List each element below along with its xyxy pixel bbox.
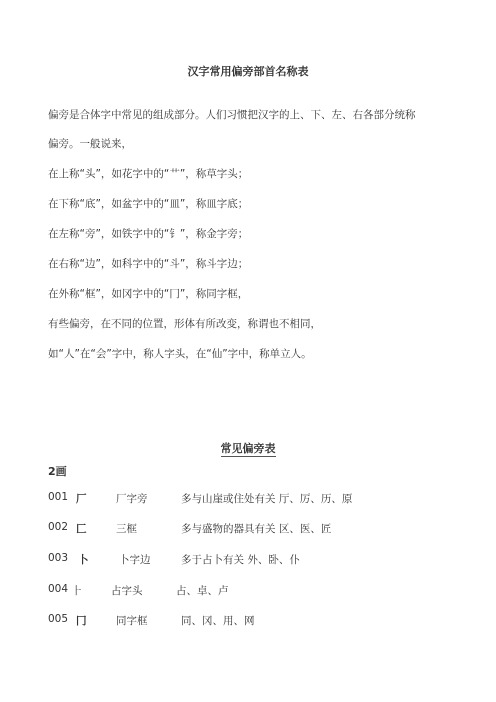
radical-glyph: 卜 (78, 554, 89, 566)
radical-description: 多与盛物的器具有关 区、医、匠 (181, 523, 332, 535)
radical-glyph: 匚 (76, 523, 87, 535)
radical-name: 三框 (116, 523, 137, 535)
radical-name: 厂字旁 (116, 493, 148, 505)
radical-name: 卜字边 (119, 554, 151, 566)
radical-name: 同字框 (116, 615, 148, 627)
intro-line: 在上称“头”，如花字中的“艹”，称草字头； (48, 168, 249, 180)
intro-line: 在外称“框”，如冈字中的“冂”，称同字框， (48, 288, 249, 300)
stroke-count-heading: 2画 (48, 465, 67, 478)
radical-description: 多与山崖或住处有关 厅、厉、历、原 (181, 493, 353, 505)
radical-glyph: 冂 (76, 615, 87, 627)
radical-description: 同、冈、用、网 (181, 615, 255, 627)
radical-glyph: ⺊ (72, 585, 83, 597)
radical-name: 占字头 (111, 585, 143, 597)
document-title: 汉字常用偏旁部首名称表 (187, 65, 309, 78)
intro-line: 在右称“边”，如科字中的“斗”，称斗字边； (48, 258, 249, 270)
radical-description: 占、卓、卢 (176, 585, 229, 597)
radical-description: 多于占卜有关 外、卧、仆 (181, 554, 300, 566)
intro-line: 如“人”在“会”字中，称人字头，在“仙”字中，称单立人。 (48, 348, 312, 360)
intro-line: 有些偏旁，在不同的位置，形体有所改变，称谓也不相同， (48, 318, 321, 330)
intro-line: 偏旁是合体字中常见的组成部分。人们习惯把汉字的上、下、左、右各部分统称 (48, 109, 416, 121)
row-number: 002 (48, 521, 69, 533)
intro-line: 在左称“旁”，如铁字中的“钅”，称金字旁； (48, 228, 249, 240)
row-number: 005 (48, 613, 69, 625)
row-number: 003 (48, 552, 69, 564)
section-title (0, 440, 496, 456)
row-number: 001 (48, 491, 69, 503)
radical-glyph: 厂 (76, 493, 87, 505)
intro-line: 在下称“底”，如盆字中的“皿”，称皿字底； (48, 198, 249, 210)
section-title-text: 常见偏旁表 (220, 442, 276, 455)
intro-line: 偏旁。一般说来， (48, 138, 132, 150)
row-number: 004 (48, 583, 69, 595)
